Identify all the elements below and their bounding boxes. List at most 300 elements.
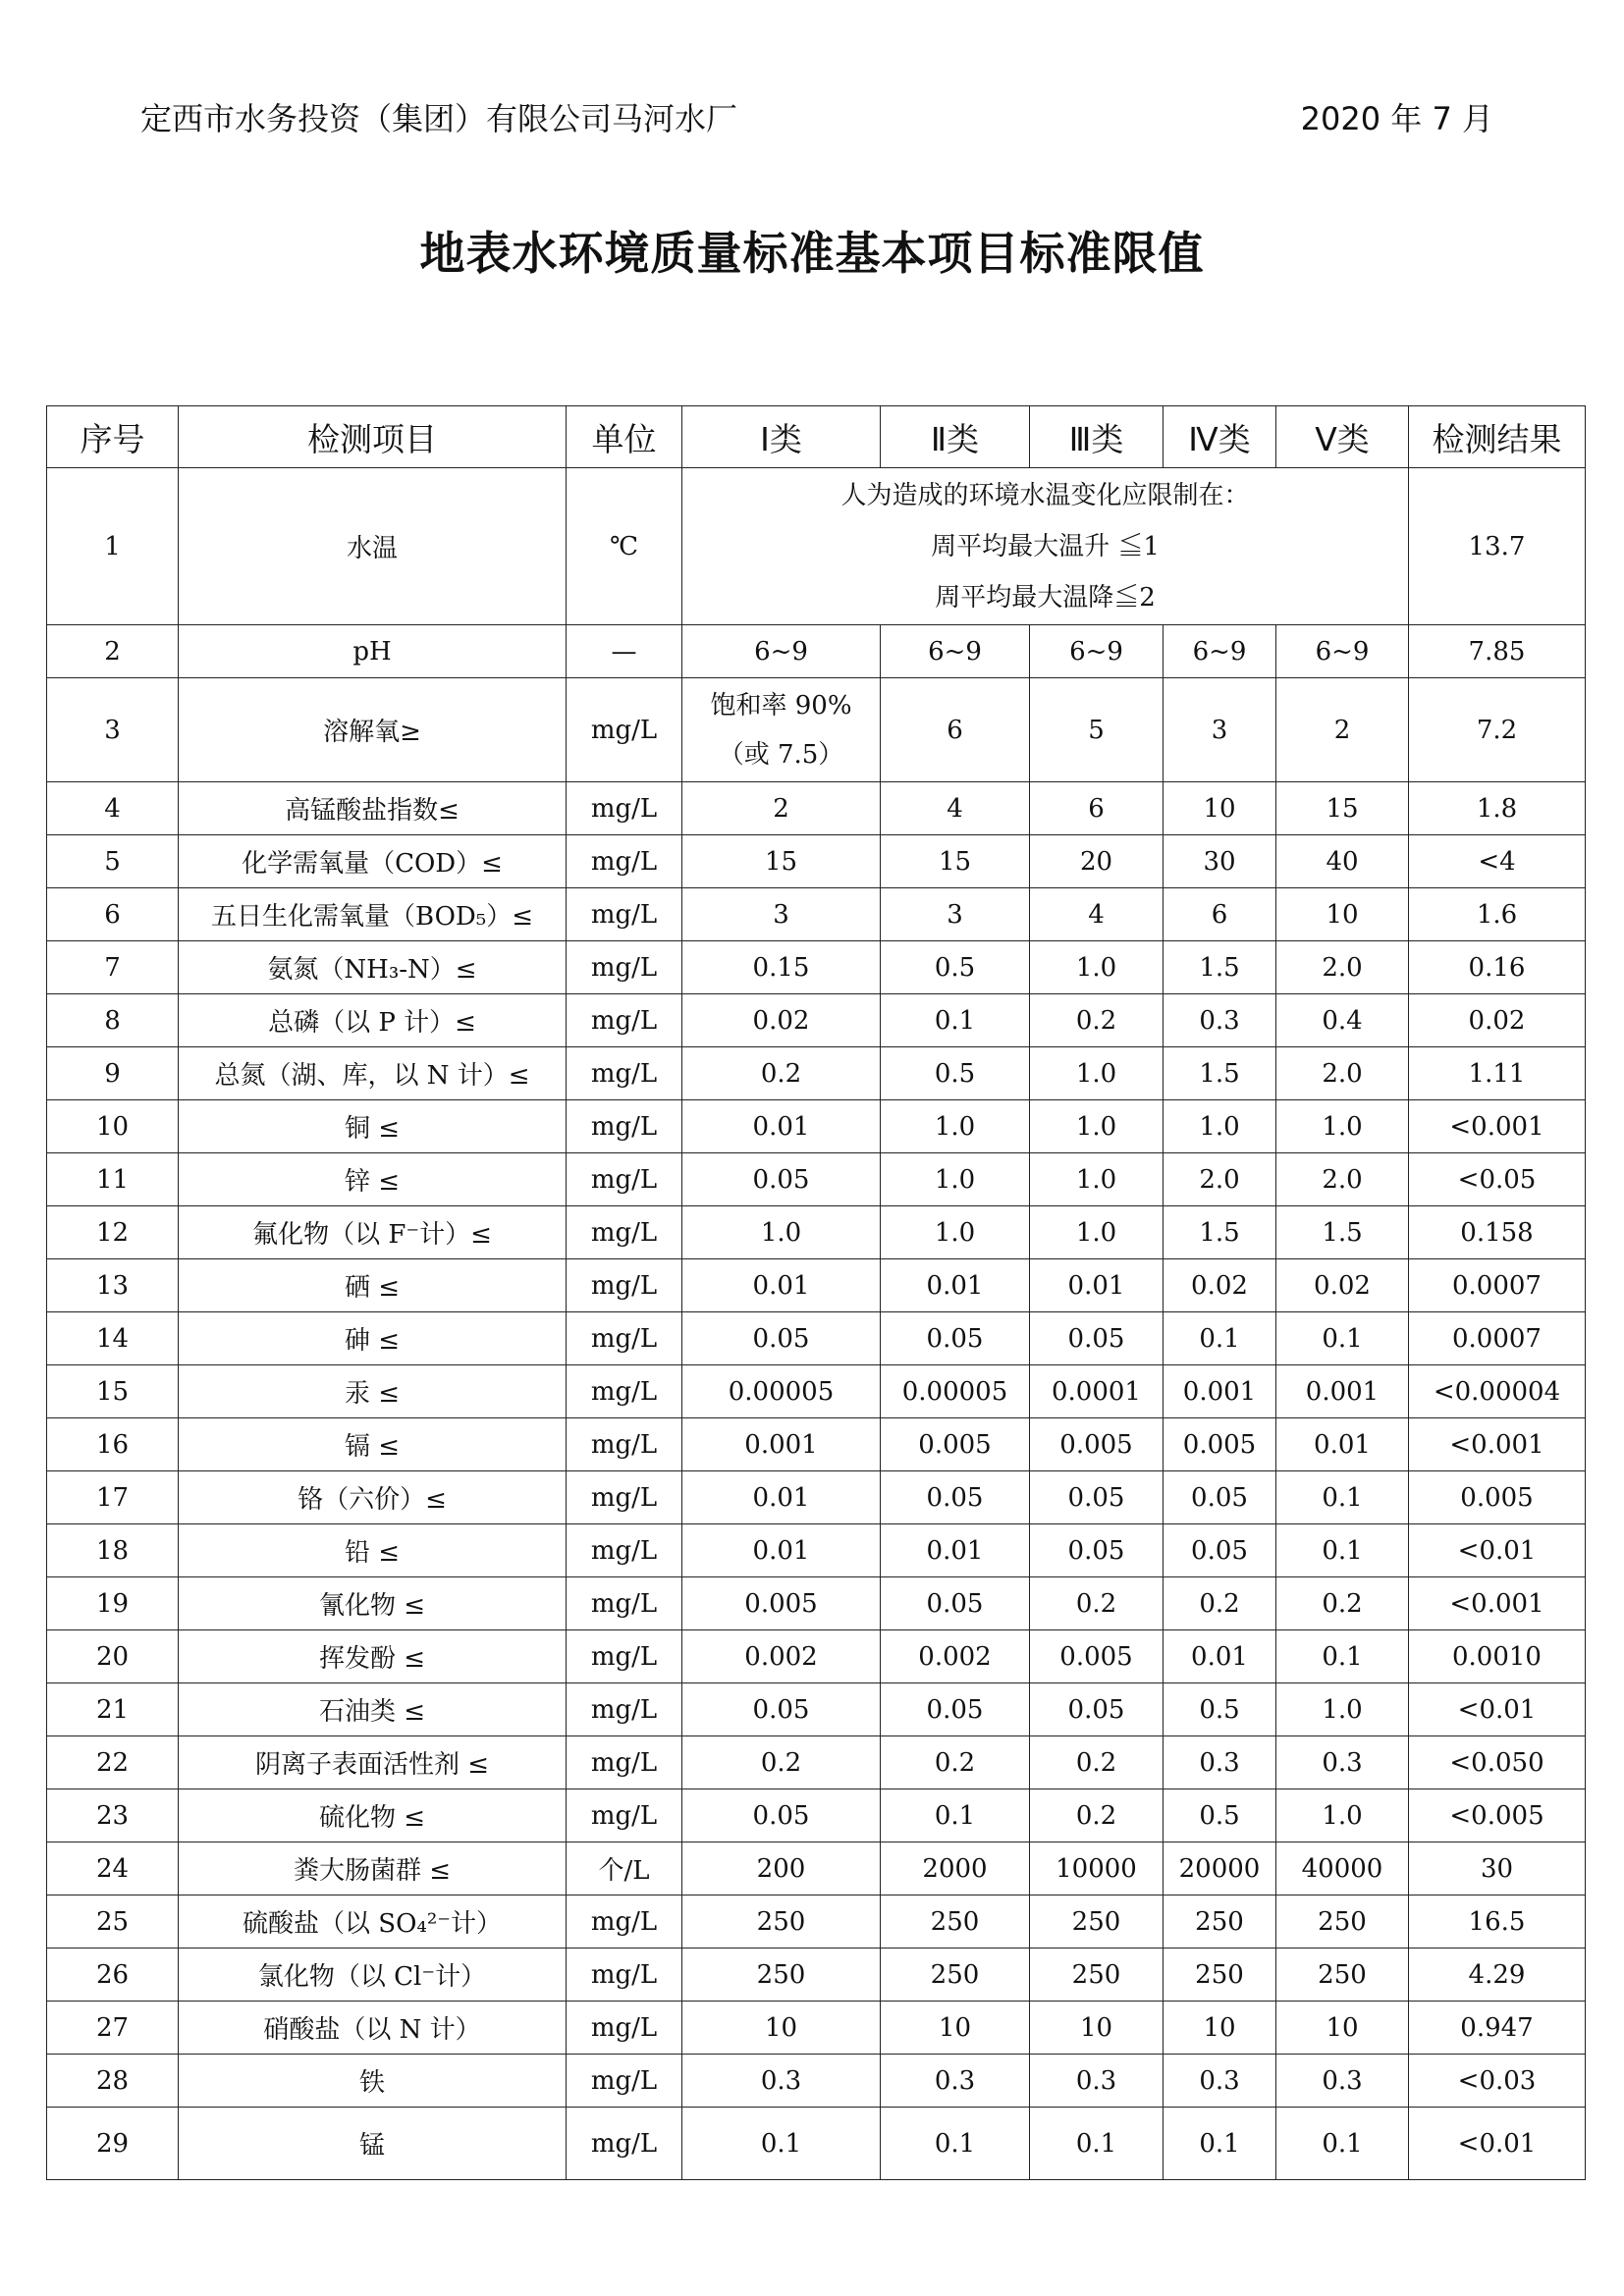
cell-class-2: 0.1 (881, 2108, 1030, 2180)
cell-class-5: 250 (1276, 1949, 1409, 2002)
temp-standard-line: 周平均最大温降≦2 (935, 582, 1156, 613)
cell-item: 石油类 ≤ (179, 1683, 567, 1736)
cell-no: 28 (47, 2055, 179, 2108)
cell-item: 铬（六价）≤ (179, 1471, 567, 1524)
header-result: 检测结果 (1409, 406, 1586, 468)
cell-result: <0.05 (1409, 1153, 1586, 1206)
table-row (47, 2055, 1586, 2108)
cell-result: 16.5 (1409, 1896, 1586, 1949)
table-row (47, 1365, 1586, 1418)
header-no: 序号 (47, 406, 179, 468)
cell-class-5: 0.1 (1276, 1630, 1409, 1683)
cell-unit: — (567, 625, 682, 678)
cell-no: 29 (47, 2108, 179, 2180)
cell-class-1: 0.05 (682, 1683, 881, 1736)
cell-result: 0.02 (1409, 994, 1586, 1047)
cell-result: 0.0010 (1409, 1630, 1586, 1683)
cell-class-4: 250 (1164, 1896, 1276, 1949)
cell-item: 氯化物（以 Cl⁻计） (179, 1949, 567, 2002)
cell-class-2: 0.1 (881, 1789, 1030, 1842)
cell-class-3: 5 (1030, 678, 1164, 782)
cell-result: 1.11 (1409, 1047, 1586, 1100)
cell-class-1: 0.05 (682, 1789, 881, 1842)
header-class-5: Ⅴ类 (1276, 406, 1409, 468)
cell-class-1: 0.2 (682, 1736, 881, 1789)
cell-class-4: 0.5 (1164, 1683, 1276, 1736)
cell-no: 12 (47, 1206, 179, 1259)
cell-class-2: 2000 (881, 1842, 1030, 1896)
cell-class-2: 0.3 (881, 2055, 1030, 2108)
cell-result: <0.01 (1409, 1683, 1586, 1736)
table-row (47, 1524, 1586, 1577)
cell-unit: mg/L (567, 1789, 682, 1842)
cell-result: <0.01 (1409, 1524, 1586, 1577)
cell-no: 5 (47, 835, 179, 888)
cell-item: 溶解氧≥ (179, 678, 567, 782)
cell-class-2: 15 (881, 835, 1030, 888)
cell-unit: mg/L (567, 1577, 682, 1630)
cell-result: <0.005 (1409, 1789, 1586, 1842)
cell-unit: mg/L (567, 782, 682, 835)
cell-class-2: 0.05 (881, 1683, 1030, 1736)
cell-no: 2 (47, 625, 179, 678)
cell-unit: mg/L (567, 994, 682, 1047)
cell-unit: mg/L (567, 2108, 682, 2180)
table-row (47, 1418, 1586, 1471)
cell-class-4: 0.2 (1164, 1577, 1276, 1630)
cell-result: 7.2 (1409, 678, 1586, 782)
cell-class-1: 1.0 (682, 1206, 881, 1259)
cell-class-5: 40 (1276, 835, 1409, 888)
cell-result: <4 (1409, 835, 1586, 888)
cell-no: 4 (47, 782, 179, 835)
cell-class-5: 0.3 (1276, 2055, 1409, 2108)
cell-class-4: 0.05 (1164, 1471, 1276, 1524)
cell-class-2: 0.2 (881, 1736, 1030, 1789)
cell-item: pH (179, 625, 567, 678)
cell-no: 20 (47, 1630, 179, 1683)
cell-class-4: 0.3 (1164, 2055, 1276, 2108)
cell-class-4: 3 (1164, 678, 1276, 782)
standard-limits-table (46, 405, 1586, 2180)
cell-result: 1.8 (1409, 782, 1586, 835)
cell-class-3: 0.2 (1030, 994, 1164, 1047)
cell-unit: ℃ (567, 468, 682, 625)
cell-item: 水温 (179, 468, 567, 625)
cell-class-4: 0.1 (1164, 2108, 1276, 2180)
cell-unit: mg/L (567, 1312, 682, 1365)
cell-item: 氨氮（NH₃-N）≤ (179, 941, 567, 994)
cell-class-1: 0.05 (682, 1153, 881, 1206)
cell-class-3: 0.2 (1030, 1789, 1164, 1842)
cell-item: 硫化物 ≤ (179, 1789, 567, 1842)
cell-item: 硝酸盐（以 N 计） (179, 2002, 567, 2055)
cell-class-5: 2.0 (1276, 941, 1409, 994)
cell-class-2: 3 (881, 888, 1030, 941)
cell-class-1: 0.05 (682, 1312, 881, 1365)
cell-temp-standard (682, 468, 1409, 625)
cell-item: 阴离子表面活性剂 ≤ (179, 1736, 567, 1789)
cell-class-5: 15 (1276, 782, 1409, 835)
cell-class-1: 0.01 (682, 1524, 881, 1577)
cell-item: 镉 ≤ (179, 1418, 567, 1471)
cell-class-3: 1.0 (1030, 1100, 1164, 1153)
cell-class-4: 0.05 (1164, 1524, 1276, 1577)
cell-unit: mg/L (567, 1736, 682, 1789)
cell-class-5: 2 (1276, 678, 1409, 782)
table-row (47, 468, 1586, 625)
cell-class-4: 1.0 (1164, 1100, 1276, 1153)
cell-class-3: 1.0 (1030, 941, 1164, 994)
cell-item: 汞 ≤ (179, 1365, 567, 1418)
cell-item: 铅 ≤ (179, 1524, 567, 1577)
cell-unit: mg/L (567, 1630, 682, 1683)
cell-class-5: 0.4 (1276, 994, 1409, 1047)
cell-class-4: 2.0 (1164, 1153, 1276, 1206)
cell-class-5: 1.0 (1276, 1100, 1409, 1153)
cell-no: 8 (47, 994, 179, 1047)
cell-class-1: 2 (682, 782, 881, 835)
header-class-4: Ⅳ类 (1164, 406, 1276, 468)
cell-result: <0.001 (1409, 1577, 1586, 1630)
temp-standard-line: 人为造成的环境水温变化应限制在： (840, 480, 1250, 510)
table-row (47, 1100, 1586, 1153)
cell-class-2: 1.0 (881, 1153, 1030, 1206)
cell-class-2: 0.1 (881, 994, 1030, 1047)
cell-class-3: 0.05 (1030, 1524, 1164, 1577)
cell-class-4: 6 (1164, 888, 1276, 941)
cell-result: 0.947 (1409, 2002, 1586, 2055)
cell-item: 氰化物 ≤ (179, 1577, 567, 1630)
cell-result: 0.005 (1409, 1471, 1586, 1524)
table-row (47, 835, 1586, 888)
cell-unit: mg/L (567, 1206, 682, 1259)
header-unit: 单位 (567, 406, 682, 468)
cell-class-2: 0.00005 (881, 1365, 1030, 1418)
cell-class-1: 6~9 (682, 625, 881, 678)
cell-unit: mg/L (567, 1949, 682, 2002)
cell-item: 高锰酸盐指数≤ (179, 782, 567, 835)
cell-class-1: 200 (682, 1842, 881, 1896)
cell-no: 10 (47, 1100, 179, 1153)
table-row (47, 625, 1586, 678)
cell-unit: mg/L (567, 941, 682, 994)
cell-class-1: 0.00005 (682, 1365, 881, 1418)
cell-class-2: 0.05 (881, 1471, 1030, 1524)
cell-class-1: 0.3 (682, 2055, 881, 2108)
cell-class-2: 6~9 (881, 625, 1030, 678)
cell-class-4: 0.1 (1164, 1312, 1276, 1365)
table-row (47, 1312, 1586, 1365)
cell-no: 21 (47, 1683, 179, 1736)
cell-class-5: 0.01 (1276, 1418, 1409, 1471)
cell-class-5: 0.001 (1276, 1365, 1409, 1418)
cell-no: 23 (47, 1789, 179, 1842)
cell-class-4: 10 (1164, 782, 1276, 835)
cell-class-3: 0.0001 (1030, 1365, 1164, 1418)
cell-unit: 个/L (567, 1842, 682, 1896)
cell-class-1: 0.01 (682, 1100, 881, 1153)
cell-class-3: 0.05 (1030, 1312, 1164, 1365)
cell-item: 化学需氧量（COD）≤ (179, 835, 567, 888)
cell-no: 14 (47, 1312, 179, 1365)
cell-item: 锌 ≤ (179, 1153, 567, 1206)
cell-no: 24 (47, 1842, 179, 1896)
cell-unit: mg/L (567, 1259, 682, 1312)
cell-class-5: 1.0 (1276, 1789, 1409, 1842)
cell-class-2: 250 (881, 1949, 1030, 2002)
cell-item: 硒 ≤ (179, 1259, 567, 1312)
cell-result: <0.050 (1409, 1736, 1586, 1789)
table-row (47, 1630, 1586, 1683)
cell-class-3: 0.005 (1030, 1418, 1164, 1471)
cell-class-1: 10 (682, 2002, 881, 2055)
table-row (47, 1153, 1586, 1206)
cell-class-4: 6~9 (1164, 625, 1276, 678)
cell-result: 0.0007 (1409, 1312, 1586, 1365)
cell-item: 挥发酚 ≤ (179, 1630, 567, 1683)
cell-no: 9 (47, 1047, 179, 1100)
cell-class-3: 0.1 (1030, 2108, 1164, 2180)
cell-unit: mg/L (567, 1365, 682, 1418)
cell-no: 17 (47, 1471, 179, 1524)
table-row (47, 2002, 1586, 2055)
cell-no: 7 (47, 941, 179, 994)
cell-class-2: 250 (881, 1896, 1030, 1949)
cell-class-2: 0.002 (881, 1630, 1030, 1683)
cell-result: 7.85 (1409, 625, 1586, 678)
cell-class-5: 0.1 (1276, 1471, 1409, 1524)
cell-class-1: 0.1 (682, 2108, 881, 2180)
cell-class-4: 1.5 (1164, 1206, 1276, 1259)
cell-item: 氟化物（以 F⁻计）≤ (179, 1206, 567, 1259)
table-row (47, 1842, 1586, 1896)
cell-class-4: 0.3 (1164, 994, 1276, 1047)
cell-no: 1 (47, 468, 179, 625)
cell-class-1: 0.001 (682, 1418, 881, 1471)
cell-result: 4.29 (1409, 1949, 1586, 2002)
cell-class-2: 0.01 (881, 1259, 1030, 1312)
cell-class-2: 0.05 (881, 1312, 1030, 1365)
cell-no: 18 (47, 1524, 179, 1577)
temp-standard-line: 周平均最大温升 ≦1 (931, 531, 1160, 561)
cell-class-5: 0.1 (1276, 1312, 1409, 1365)
cell-result: 30 (1409, 1842, 1586, 1896)
cell-no: 22 (47, 1736, 179, 1789)
cell-class-3: 10 (1030, 2002, 1164, 2055)
cell-class-3: 0.05 (1030, 1471, 1164, 1524)
cell-class-5: 2.0 (1276, 1047, 1409, 1100)
cell-class-3: 250 (1030, 1949, 1164, 2002)
cell-class-2: 4 (881, 782, 1030, 835)
cell-class-4: 0.02 (1164, 1259, 1276, 1312)
cell-class-5: 0.02 (1276, 1259, 1409, 1312)
cell-unit: mg/L (567, 888, 682, 941)
cell-class-2: 1.0 (881, 1206, 1030, 1259)
cell-class-1: 3 (682, 888, 881, 941)
header-item: 检测项目 (179, 406, 567, 468)
cell-class-5: 0.1 (1276, 1524, 1409, 1577)
cell-class-5: 0.1 (1276, 2108, 1409, 2180)
cell-class-2: 6 (881, 678, 1030, 782)
cell-unit: mg/L (567, 2002, 682, 2055)
cell-class-5: 0.2 (1276, 1577, 1409, 1630)
cell-unit: mg/L (567, 1047, 682, 1100)
cell-class-2: 0.5 (881, 1047, 1030, 1100)
table-row (47, 1206, 1586, 1259)
header-class-2: Ⅱ类 (881, 406, 1030, 468)
table-row (47, 1471, 1586, 1524)
cell-class-5: 6~9 (1276, 625, 1409, 678)
table-row (47, 2108, 1586, 2180)
cell-result: <0.001 (1409, 1100, 1586, 1153)
cell-class-3: 6 (1030, 782, 1164, 835)
cell-result: 13.7 (1409, 468, 1586, 625)
cell-class-1: 0.02 (682, 994, 881, 1047)
cell-item: 锰 (179, 2108, 567, 2180)
cell-item: 铜 ≤ (179, 1100, 567, 1153)
header-class-1: Ⅰ类 (682, 406, 881, 468)
cell-no: 3 (47, 678, 179, 782)
table-row (47, 678, 1586, 782)
cell-class-4: 20000 (1164, 1842, 1276, 1896)
cell-class-2: 0.005 (881, 1418, 1030, 1471)
cell-class-5: 1.5 (1276, 1206, 1409, 1259)
cell-class-3: 1.0 (1030, 1153, 1164, 1206)
cell-class-5: 1.0 (1276, 1683, 1409, 1736)
organization-name: 定西市水务投资（集团）有限公司马河水厂 (140, 100, 738, 137)
cell-class-5: 0.3 (1276, 1736, 1409, 1789)
do-class1-line: （或 7.5） (718, 739, 844, 770)
cell-unit: mg/L (567, 1896, 682, 1949)
cell-class-1: 0.005 (682, 1577, 881, 1630)
cell-class-3: 20 (1030, 835, 1164, 888)
table-row (47, 1259, 1586, 1312)
cell-item: 总磷（以 P 计）≤ (179, 994, 567, 1047)
table-header-row (47, 406, 1586, 468)
cell-no: 15 (47, 1365, 179, 1418)
cell-unit: mg/L (567, 1471, 682, 1524)
cell-result: <0.00004 (1409, 1365, 1586, 1418)
cell-class-1: 250 (682, 1949, 881, 2002)
cell-class-3: 0.05 (1030, 1683, 1164, 1736)
table-row (47, 888, 1586, 941)
cell-unit: mg/L (567, 1524, 682, 1577)
cell-class-3: 0.01 (1030, 1259, 1164, 1312)
cell-no: 13 (47, 1259, 179, 1312)
cell-item: 粪大肠菌群 ≤ (179, 1842, 567, 1896)
cell-class-1: 0.01 (682, 1471, 881, 1524)
cell-result: 0.16 (1409, 941, 1586, 994)
cell-result: 0.0007 (1409, 1259, 1586, 1312)
cell-class-4: 1.5 (1164, 941, 1276, 994)
cell-class-1: 0.01 (682, 1259, 881, 1312)
cell-unit: mg/L (567, 678, 682, 782)
cell-class-4: 0.3 (1164, 1736, 1276, 1789)
cell-class-3: 0.005 (1030, 1630, 1164, 1683)
cell-item: 总氮（湖、库，以 N 计）≤ (179, 1047, 567, 1100)
cell-result: <0.001 (1409, 1418, 1586, 1471)
cell-unit: mg/L (567, 835, 682, 888)
cell-class-5: 10 (1276, 2002, 1409, 2055)
cell-result: 0.158 (1409, 1206, 1586, 1259)
cell-item: 铁 (179, 2055, 567, 2108)
cell-no: 25 (47, 1896, 179, 1949)
cell-no: 16 (47, 1418, 179, 1471)
cell-class-4: 30 (1164, 835, 1276, 888)
cell-unit: mg/L (567, 1153, 682, 1206)
table-row (47, 994, 1586, 1047)
cell-class-4: 0.01 (1164, 1630, 1276, 1683)
cell-class-2: 0.01 (881, 1524, 1030, 1577)
cell-class-4: 1.5 (1164, 1047, 1276, 1100)
cell-no: 26 (47, 1949, 179, 2002)
cell-class-3: 10000 (1030, 1842, 1164, 1896)
cell-class-5: 40000 (1276, 1842, 1409, 1896)
cell-no: 6 (47, 888, 179, 941)
do-class1-line: 饱和率 90% (710, 690, 852, 721)
cell-class-2: 10 (881, 2002, 1030, 2055)
cell-class-4: 0.005 (1164, 1418, 1276, 1471)
cell-unit: mg/L (567, 2055, 682, 2108)
table-row (47, 1789, 1586, 1842)
cell-result: 1.6 (1409, 888, 1586, 941)
cell-class-3: 1.0 (1030, 1047, 1164, 1100)
cell-class-4: 0.001 (1164, 1365, 1276, 1418)
table-row (47, 941, 1586, 994)
cell-class-3: 4 (1030, 888, 1164, 941)
cell-class-3: 6~9 (1030, 625, 1164, 678)
cell-class-3: 1.0 (1030, 1206, 1164, 1259)
cell-class-5: 10 (1276, 888, 1409, 941)
cell-no: 27 (47, 2002, 179, 2055)
cell-unit: mg/L (567, 1100, 682, 1153)
table-row (47, 1736, 1586, 1789)
cell-class-4: 250 (1164, 1949, 1276, 2002)
cell-class-5: 2.0 (1276, 1153, 1409, 1206)
table-row (47, 1577, 1586, 1630)
cell-class-3: 0.2 (1030, 1577, 1164, 1630)
cell-unit: mg/L (567, 1418, 682, 1471)
cell-class-3: 0.3 (1030, 2055, 1164, 2108)
cell-class-1: 0.2 (682, 1047, 881, 1100)
cell-item: 五日生化需氧量（BOD₅）≤ (179, 888, 567, 941)
cell-class-4: 10 (1164, 2002, 1276, 2055)
cell-class-1: 0.15 (682, 941, 881, 994)
cell-class-3: 0.2 (1030, 1736, 1164, 1789)
cell-result: <0.03 (1409, 2055, 1586, 2108)
report-date: 2020 年 7 月 (1300, 100, 1493, 137)
page-title: 地表水环境质量标准基本项目标准限值 (419, 227, 1205, 280)
cell-class-3: 250 (1030, 1896, 1164, 1949)
cell-class-1: 0.002 (682, 1630, 881, 1683)
cell-item: 硫酸盐（以 SO₄²⁻计） (179, 1896, 567, 1949)
cell-no: 19 (47, 1577, 179, 1630)
cell-class-5: 250 (1276, 1896, 1409, 1949)
cell-class-2: 0.5 (881, 941, 1030, 994)
cell-unit: mg/L (567, 1683, 682, 1736)
table-row (47, 782, 1586, 835)
cell-class-2: 0.05 (881, 1577, 1030, 1630)
cell-class-4: 0.5 (1164, 1789, 1276, 1842)
cell-result: <0.01 (1409, 2108, 1586, 2180)
cell-class-2: 1.0 (881, 1100, 1030, 1153)
header-class-3: Ⅲ类 (1030, 406, 1164, 468)
table-row (47, 1896, 1586, 1949)
cell-class-1: 250 (682, 1896, 881, 1949)
table-row (47, 1047, 1586, 1100)
cell-no: 11 (47, 1153, 179, 1206)
